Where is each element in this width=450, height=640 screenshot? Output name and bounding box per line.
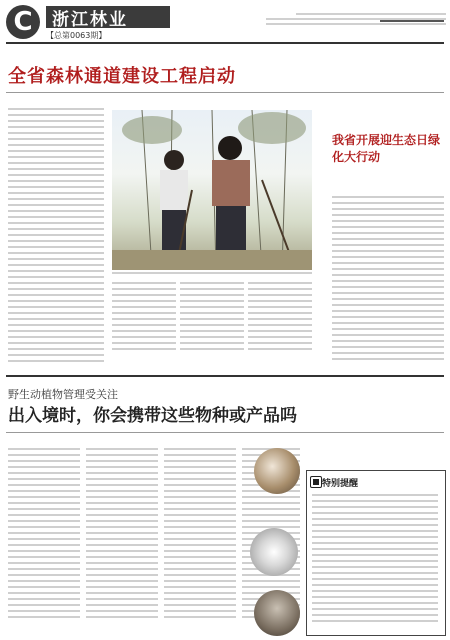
specimen-photo-animal <box>254 590 300 636</box>
tree-planting-photo <box>112 110 312 270</box>
notice-icon <box>310 476 322 488</box>
top-story-text-middle-1 <box>112 282 176 350</box>
issue-number: 【总第0063期】 <box>46 31 107 40</box>
second-story-text-col-2 <box>86 448 158 618</box>
top-story-text-left <box>8 108 104 362</box>
special-notice-label: 特别提醒 <box>322 479 359 489</box>
specimen-photo-coral <box>250 528 298 576</box>
second-story-text-col-1 <box>8 448 80 618</box>
side-story-headline: 我省开展迎生态日绿化大行动 <box>332 133 441 164</box>
second-story-text-col-3 <box>164 448 236 618</box>
headline-rule <box>6 92 444 93</box>
logo-badge: C <box>6 5 40 39</box>
second-story-subhead: 野生动植物管理受关注 <box>8 388 118 401</box>
top-story-text-middle-3 <box>248 282 312 350</box>
masthead-info <box>266 10 446 38</box>
section-title: 浙江林业 <box>46 6 170 28</box>
side-story-text <box>332 196 444 360</box>
specimen-photo-shell <box>254 448 300 494</box>
masthead-rule <box>6 42 444 44</box>
photo-caption <box>112 272 312 274</box>
headline-rule-2 <box>6 432 444 433</box>
top-story-text-middle-2 <box>180 282 244 350</box>
second-story-headline: 出入境时，你会携带这些物种或产品吗 <box>8 406 297 426</box>
section-divider <box>6 375 444 377</box>
special-notice-text <box>312 494 438 622</box>
top-story-headline: 全省森林通道建设工程启动 <box>8 66 236 87</box>
